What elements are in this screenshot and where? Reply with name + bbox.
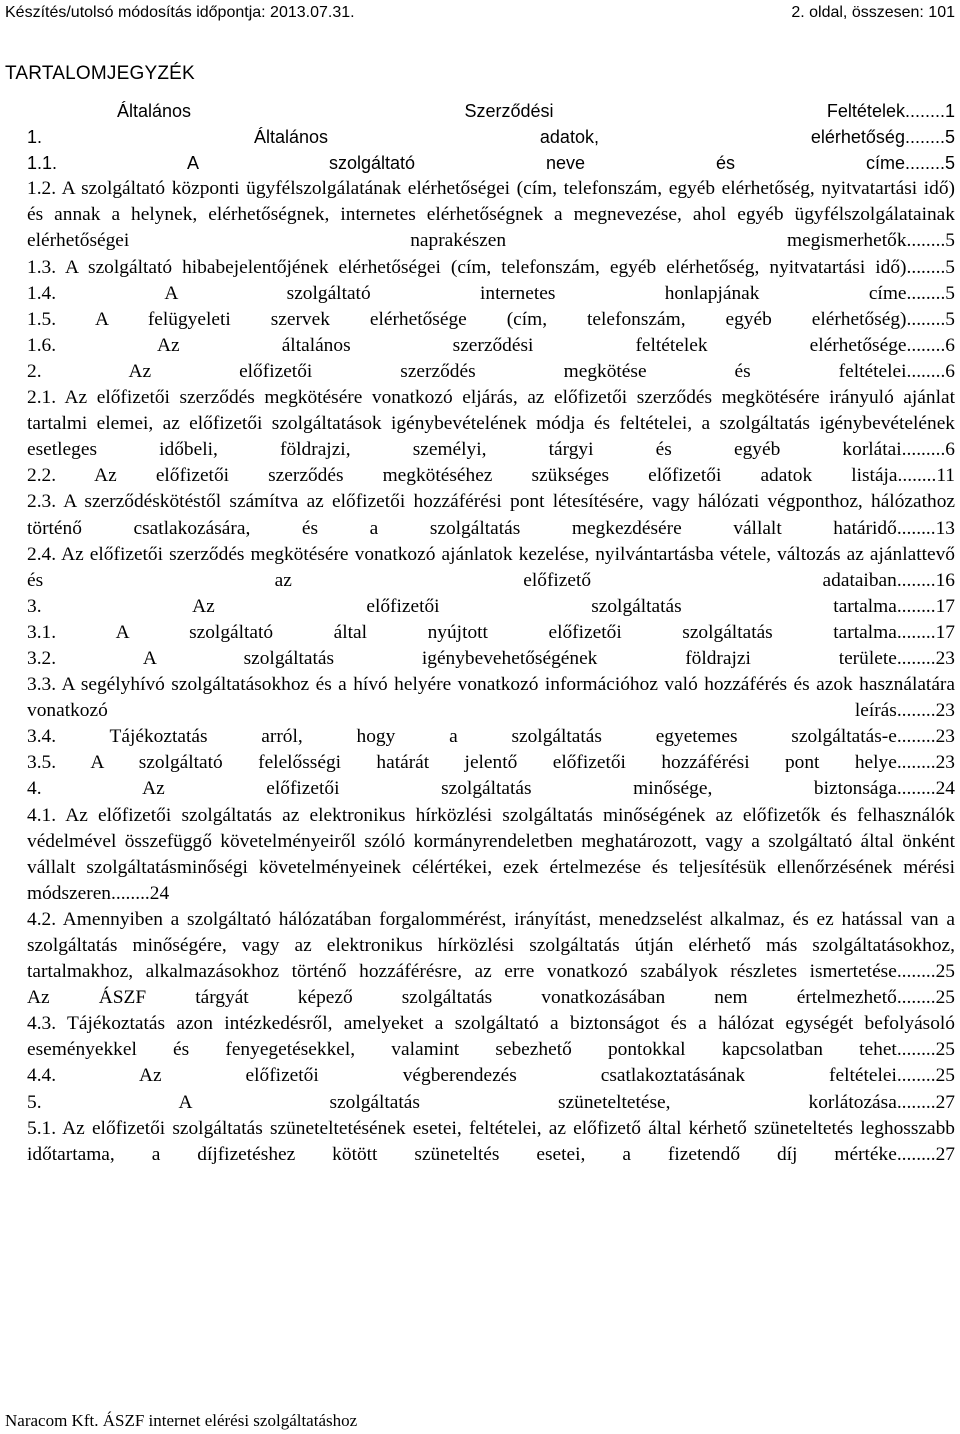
toc-leader-dots: ........ — [906, 334, 946, 356]
toc-entry-text: Az ÁSZF tárgyát képező szolgáltatás vonatkozásában nem értelmezhető — [27, 987, 897, 1009]
toc-entry[interactable] — [27, 385, 955, 463]
toc-entry-text: 3.2. A szolgáltatás igénybevehetőségének földrajzi területe — [27, 647, 897, 669]
toc-entry-page: 11 — [936, 465, 955, 487]
toc-entry-text: 3.3. A segélyhívó szolgáltatásokhoz és a hívó helyére vonatkozó információhoz való hozzáférés és azok használatára vonatkozó leírás — [27, 674, 955, 722]
toc-leader-dots: ........ — [896, 595, 936, 617]
toc-entry[interactable] — [27, 463, 955, 489]
toc-leader-dots: ........ — [896, 1143, 936, 1165]
toc-entry[interactable] — [27, 1116, 955, 1168]
page-header — [5, 2, 955, 24]
toc-entry-page: 24 — [149, 882, 170, 904]
header-page-count: 2. oldal, összesen: 101 — [791, 4, 955, 21]
toc-entry-text: 2.4. Az előfizetői szerződés megkötésére vonatkozó ajánlatok kezelése, nyilvántartásba vétele, változás az ajánlattevő és az előfizető adataiban — [27, 543, 955, 591]
toc-entry-page: 5 — [944, 153, 955, 174]
toc-leader-dots: ........ — [904, 127, 945, 148]
toc-leader-dots: ........ — [896, 778, 936, 800]
toc-entry[interactable] — [27, 594, 955, 620]
toc-entry[interactable] — [27, 150, 955, 176]
toc-entry-page: 16 — [935, 569, 955, 591]
toc-entry-text: 1.3. A szolgáltató hibabejelentőjének elérhetőségei (cím, telefonszám, egyéb elérhetőség, nyitvatartási idő) — [27, 256, 907, 278]
toc-leader-dots: ........ — [906, 230, 946, 252]
toc-entry-page: 5 — [944, 127, 955, 148]
toc-title: TARTALOMJEGYZÉK — [5, 63, 195, 84]
table-of-contents — [27, 98, 955, 1168]
toc-entry-text: 3. Az előfizetői szolgáltatás tartalma — [27, 595, 897, 617]
toc-entry[interactable] — [27, 1063, 955, 1089]
toc-leader-dots: ........ — [896, 1039, 936, 1061]
toc-leader-dots: ........ — [904, 101, 945, 121]
toc-leader-dots: ........ — [896, 752, 936, 774]
toc-entry-text: Általános Szerződési Feltételek — [117, 101, 905, 121]
toc-leader-dots: ........ — [906, 360, 946, 382]
toc-entry-page: 25 — [935, 961, 955, 983]
toc-entry-text: 1.5. A felügyeleti szervek elérhetősége (cím, telefonszám, egyéb elérhetőség) — [27, 308, 907, 330]
toc-entry[interactable] — [27, 646, 955, 672]
toc-entry-page: 23 — [935, 647, 955, 669]
toc-entry[interactable] — [27, 98, 955, 124]
toc-leader-dots: ........ — [896, 987, 936, 1009]
toc-leader-dots: ........ — [896, 726, 936, 748]
toc-leader-dots: ........ — [896, 621, 936, 643]
toc-entry[interactable] — [27, 724, 955, 750]
toc-entry-page: 6 — [945, 439, 955, 461]
toc-entry[interactable] — [27, 620, 955, 646]
toc-entry-text: 4.3. Tájékoztatás azon intézkedésről, amelyeket a szolgáltató a biztonságot és a hálózat egységét befolyásoló eseményekkel és fenyegetésekkel, valamint sebezhető pontokkal kapcsolatban tehet — [27, 1013, 955, 1061]
toc-leader-dots: ........ — [896, 700, 936, 722]
toc-entry-page: 6 — [945, 360, 955, 382]
toc-entry-text: 2.3. A szerződéskötéstől számítva az előfizetői hozzáférési pont létesítésére, vagy hálózati végponthoz, hálózathoz történő csatlakozására, és a szolgáltatás megkezdésére vállalt határidő — [27, 491, 955, 539]
toc-entry-text: 2.1. Az előfizetői szerződés megkötésére vonatkozó eljárás, az előfizetői szerződés megkötésére irányuló ajánlat tartalmi elemei, az előfizetői szolgáltatások igénybevételének módja és feltételei, a szolgáltatás igénybevételének esetleges időbeli, földrajzi, személyi, tárgyi és egyéb korlátai. — [27, 387, 955, 461]
header-modified-date: Készítés/utolsó módosítás időpontja: 2013.07.31. — [5, 4, 355, 21]
toc-leader-dots: ........ — [896, 647, 936, 669]
toc-leader-dots: ........ — [904, 153, 945, 174]
toc-entry-page: 25 — [935, 1065, 955, 1087]
toc-leader-dots: ........ — [896, 569, 936, 591]
toc-entry-page: 27 — [935, 1143, 955, 1165]
toc-entry-text: 3.4. Tájékoztatás arról, hogy a szolgáltatás egyetemes szolgáltatás-e — [27, 726, 897, 748]
toc-entry-page: 25 — [935, 987, 955, 1009]
toc-entry-text: 1.6. Az általános szerződési feltételek elérhetősége — [27, 334, 907, 356]
toc-entry-text: 5. A szolgáltatás szüneteltetése, korlátozása — [27, 1091, 897, 1113]
toc-entry[interactable] — [27, 542, 955, 594]
toc-entry-text: 4. Az előfizetői szolgáltatás minősége, biztonsága — [27, 778, 897, 800]
toc-leader-dots: ........ — [906, 282, 946, 304]
toc-leader-dots: ........ — [896, 1065, 936, 1087]
toc-entry-page: 17 — [935, 595, 955, 617]
toc-entry-page: 5 — [945, 230, 955, 252]
toc-entry[interactable] — [27, 907, 955, 985]
toc-entry[interactable] — [27, 176, 955, 254]
toc-entry-text: 3.1. A szolgáltató által nyújtott előfizetői szolgáltatás tartalma — [27, 621, 897, 643]
toc-entry-page: 5 — [945, 308, 955, 330]
toc-leader-dots: ........ — [896, 1091, 936, 1113]
toc-entry-page: 6 — [945, 334, 955, 356]
toc-leader-dots: ........ — [897, 465, 937, 487]
toc-entry-page: 17 — [935, 621, 955, 643]
toc-entry[interactable] — [27, 489, 955, 541]
toc-entry-page: 5 — [945, 256, 955, 278]
toc-entry-page: 27 — [935, 1091, 955, 1113]
toc-entry[interactable] — [27, 281, 955, 307]
toc-entry[interactable] — [27, 124, 955, 150]
toc-entry[interactable] — [27, 359, 955, 385]
toc-leader-dots: ........ — [896, 517, 936, 539]
toc-entry[interactable] — [27, 672, 955, 724]
toc-leader-dots: ........ — [906, 439, 946, 461]
toc-entry[interactable] — [27, 803, 955, 907]
toc-entry-page: 23 — [935, 752, 955, 774]
toc-entry-page: 1 — [944, 101, 955, 121]
toc-leader-dots: ........ — [906, 256, 946, 278]
toc-entry[interactable] — [27, 307, 955, 333]
page-footer: Naracom Kft. ÁSZF internet elérési szolgáltatáshoz — [5, 1411, 358, 1430]
toc-entry-text: 2. Az előfizetői szerződés megkötése és feltételei — [27, 360, 907, 382]
toc-entry[interactable] — [27, 1011, 955, 1063]
toc-entry-text: 4.1. Az előfizetői szolgáltatás az elektronikus hírközlési szolgáltatás minőségének az előfizetők és felhasználók védelmével összefüggő követelményeiről szóló kormányrendeletben meghatározott, vagy a szolgáltató által önként vállalt szolgáltatásminőségi követelményeinek célértékei, ezek értelmezése és teljesítésük ellenőrzésének mérési módszeren — [27, 804, 955, 904]
toc-entry[interactable] — [27, 985, 955, 1011]
toc-entry-text: 3.5. A szolgáltató felelősségi határát jelentő előfizetői hozzáférési pont helye — [27, 752, 897, 774]
toc-entry-page: 23 — [935, 700, 955, 722]
toc-entry-text: 1. Általános adatok, elérhetőség — [27, 127, 905, 148]
toc-leader-dots: ........ — [896, 961, 936, 983]
toc-leader-dots: ........ — [906, 308, 946, 330]
toc-entry[interactable] — [27, 750, 955, 776]
toc-entry[interactable] — [27, 1090, 955, 1116]
toc-entry-page: 5 — [945, 282, 955, 304]
toc-entry-text: 4.4. Az előfizetői végberendezés csatlakoztatásának feltételei — [27, 1065, 897, 1087]
toc-leader-dots: ........ — [111, 882, 150, 904]
toc-entry-page: 23 — [935, 726, 955, 748]
toc-entry-text: 4.2. Amennyiben a szolgáltató hálózatában forgalommérést, irányítást, menedzselést alkalmaz, és ez hatással van a szolgáltatás minőségére, vagy az elektronikus hírközlési szolgáltatás útján elérhető más szolgáltatásokhoz, tartalmakhoz, alkalmazásokhoz történő hozzáférésre, az erre vonatkozó szabályok részletes ismertetése — [27, 908, 955, 983]
toc-entry-page: 25 — [935, 1039, 955, 1061]
toc-entry-text: 1.1. A szolgáltató neve és címe — [27, 153, 905, 174]
toc-entry[interactable] — [27, 333, 955, 359]
toc-entry-page: 13 — [935, 517, 955, 539]
toc-entry[interactable] — [27, 776, 955, 802]
toc-entry-page: 24 — [935, 778, 955, 800]
toc-entry-text: 5.1. Az előfizetői szolgáltatás szüneteltetésének esetei, feltételei, az előfizető által kérhető szüneteltetés leghosszabb időtartama, a díjfizetéshez kötött szüneteltés esetei, a fizetendő díj mértéke — [27, 1117, 955, 1165]
toc-entry[interactable] — [27, 255, 955, 281]
toc-entry-text: 1.4. A szolgáltató internetes honlapjának címe — [27, 282, 907, 304]
toc-entry-text: 1.2. A szolgáltató központi ügyfélszolgálatának elérhetőségei (cím, telefonszám, egyéb elérhetőség, nyitvatartási idő) és annak a helynek, elérhetőségnek, internetes elérhetőségnek a megnevezése, ahol egyéb ügyfélszolgálatainak elérhetőségei naprakészen megismerhetők — [27, 178, 955, 252]
toc-entry-text: 2.2. Az előfizetői szerződés megkötéséhez szükséges előfizetői adatok listája — [27, 465, 898, 487]
